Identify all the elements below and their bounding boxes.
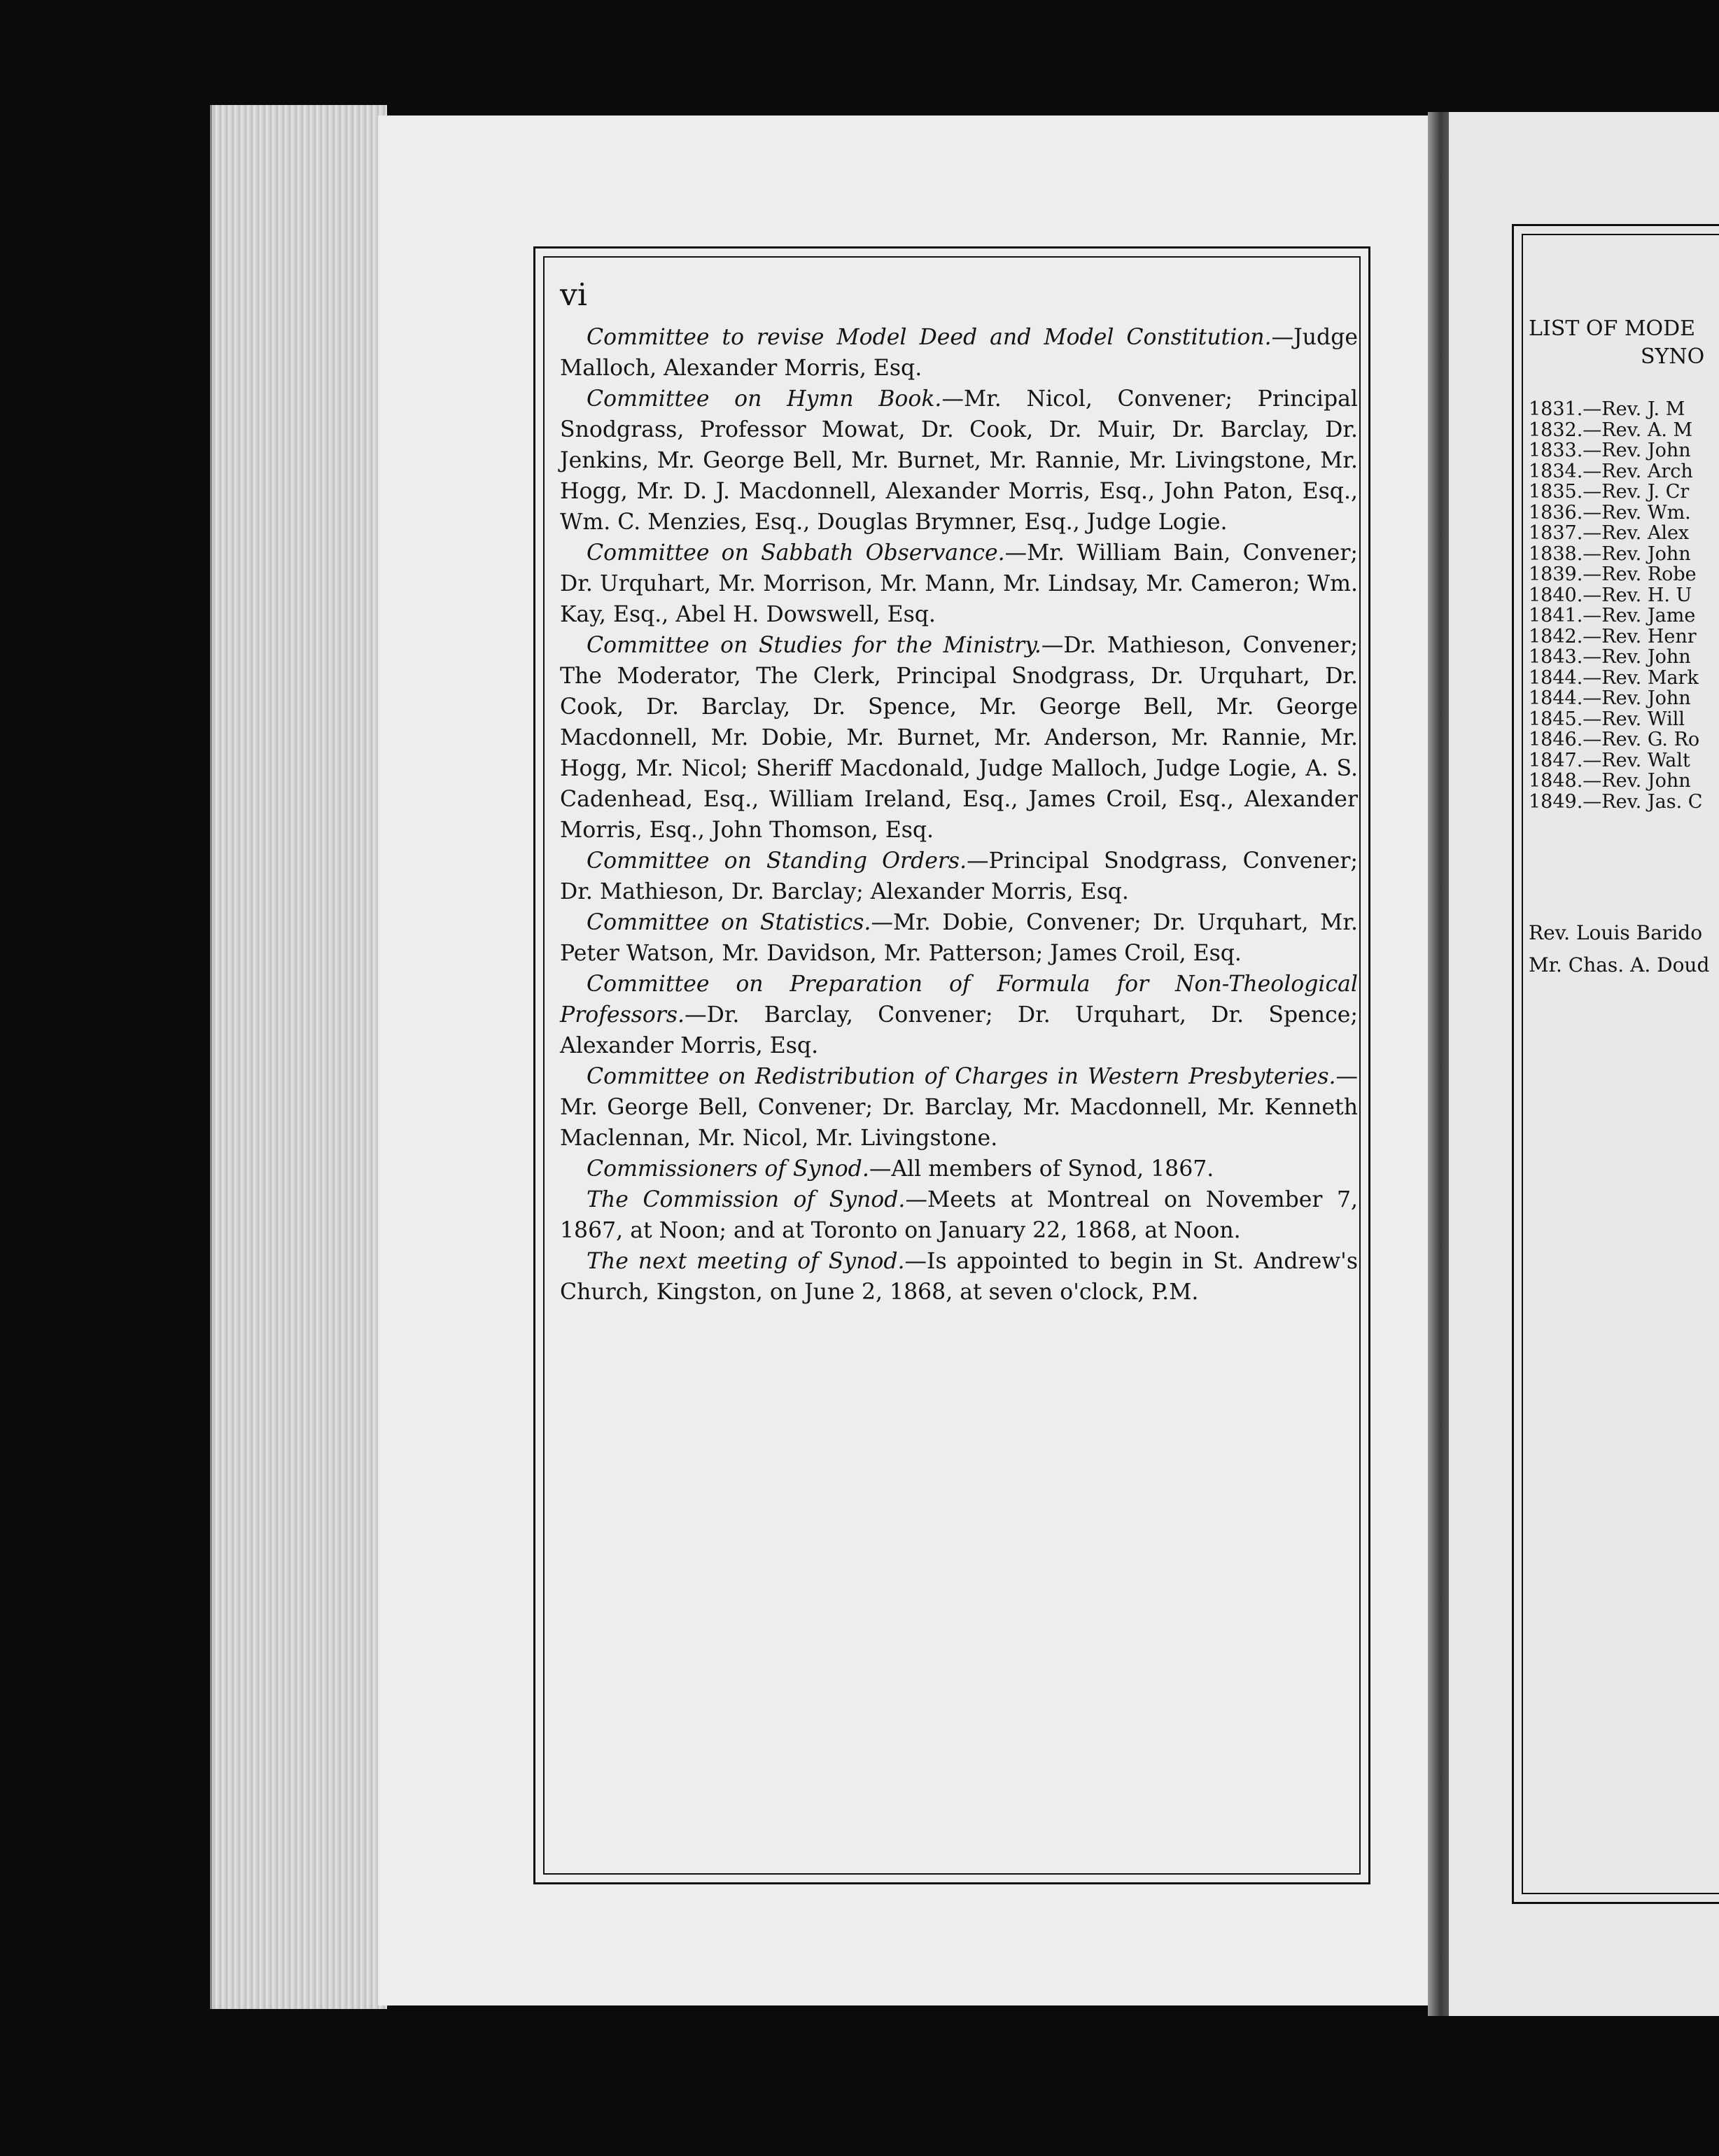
- committee-heading: Committee on Redistribution of Charges in Western Presbyteries.: [587, 1064, 1336, 1089]
- moderator-entry: 1844.—Rev. John: [1529, 687, 1691, 709]
- committee-paragraph: [560, 384, 1358, 538]
- committee-members: —Is appointed to begin in St. Andrew's Church, Kingston, on June 2, 1868, at seven o'clock, P.M.: [560, 1249, 1358, 1305]
- moderator-entry: 1843.—Rev. John: [1529, 646, 1691, 668]
- committee-members: —Mr. George Bell, Convener; Dr. Barclay, Mr. Macdonnell, Mr. Kenneth Maclennan, Mr. Nicol, Mr. Livingstone.: [560, 1064, 1358, 1151]
- committee-members: —Dr. Barclay, Convener; Dr. Urquhart, Dr. Spence; Alexander Morris, Esq.: [560, 1002, 1358, 1058]
- committee-heading: Committee on Studies for the Ministry.: [587, 633, 1041, 658]
- committee-members: —Judge Malloch, Alexander Morris, Esq.: [560, 325, 1358, 381]
- committee-heading: Committee on Preparation of Formula for Non-Theological Professors.: [560, 972, 1358, 1028]
- footer-line: Rev. Louis Barido: [1529, 921, 1703, 944]
- committee-members: —Meets at Montreal on November 7, 1867, at Noon; and at Toronto on January 22, 1868, at Noon.: [560, 1187, 1358, 1243]
- moderator-entry: 1849.—Rev. Jas. C: [1529, 790, 1703, 813]
- committee-heading: Committee on Hymn Book.: [587, 386, 942, 412]
- moderator-entry: 1844.—Rev. Mark: [1529, 666, 1699, 689]
- page-number: vi: [560, 277, 587, 313]
- right-page-subtitle: SYNO: [1641, 344, 1705, 369]
- committee-members: —All members of Synod, 1867.: [869, 1156, 1214, 1182]
- committee-paragraph: [560, 846, 1358, 907]
- committee-heading: Committee on Sabbath Observance.: [587, 540, 1005, 566]
- committee-paragraph: [560, 907, 1358, 969]
- committee-paragraph: [560, 630, 1358, 846]
- committee-paragraph: [560, 1154, 1358, 1184]
- committee-paragraph: [560, 1184, 1358, 1246]
- book-page-edges: [210, 105, 387, 2009]
- right-page-footer: [1529, 917, 1719, 981]
- moderator-entry: 1834.—Rev. Arch: [1529, 460, 1693, 482]
- committee-members: —Dr. Mathieson, Convener; The Moderator, The Clerk, Principal Snodgrass, Dr. Urquhart, Dr. Cook, Dr. Barclay, Dr. Spence, Mr. George Bell, Mr. George Macdonnell, Mr. Dobie, Mr. Burnet, Mr. Anderson, Mr. Rannie, Mr. Hogg, Mr. Nicol; Sheriff Macdonald, Judge Malloch, Judge Logie, A. S. Cadenhead, Esq., William Ireland, Esq., James Croil, Esq., Alexander Morris, Esq., John Thomson, Esq.: [560, 633, 1358, 843]
- committee-heading: Committee to revise Model Deed and Model Constitution.: [587, 325, 1272, 350]
- moderator-entry: 1832.—Rev. A. M: [1529, 419, 1693, 441]
- committee-members: —Mr. Dobie, Convener; Dr. Urquhart, Mr. Peter Watson, Mr. Davidson, Mr. Patterson; James Croil, Esq.: [560, 910, 1359, 966]
- moderators-list: [1529, 399, 1719, 812]
- committee-paragraph: [560, 538, 1358, 630]
- moderator-entry: 1840.—Rev. H. U: [1529, 584, 1692, 606]
- committee-heading: Commissioners of Synod.: [587, 1156, 869, 1182]
- committee-list: [560, 322, 1358, 1308]
- moderator-entry: 1835.—Rev. J. Cr: [1529, 481, 1690, 503]
- moderator-entry: 1846.—Rev. G. Ro: [1529, 729, 1700, 750]
- committee-members: —Mr. Nicol, Convener; Principal Snodgrass, Professor Mowat, Dr. Cook, Dr. Muir, Dr. Barclay, Dr. Jenkins, Mr. George Bell, Mr. Burnet, Mr. Rannie, Mr. Livingstone, Mr. Hogg, Mr. D. J. Macdonnell, Alexander Morris, Esq., John Paton, Esq., Wm. C. Menzies, Esq., Douglas Brymner, Esq., Judge Logie.: [560, 386, 1358, 535]
- committee-heading: The next meeting of Synod.: [587, 1249, 905, 1274]
- moderator-entry: 1847.—Rev. Walt: [1529, 749, 1690, 771]
- committee-paragraph: [560, 969, 1358, 1061]
- moderator-entry: 1831.—Rev. J. M: [1529, 398, 1685, 420]
- left-page-content: [560, 277, 1359, 1308]
- moderator-entry: 1838.—Rev. John: [1529, 542, 1691, 565]
- committee-members: —Mr. William Bain, Convener; Dr. Urquhart, Mr. Morrison, Mr. Mann, Mr. Lindsay, Mr. Cameron; Wm. Kay, Esq., Abel H. Dowswell, Esq.: [560, 540, 1358, 627]
- committee-heading: Committee on Standing Orders.: [587, 848, 967, 874]
- committee-heading: Committee on Statistics.: [587, 910, 871, 935]
- committee-paragraph: [560, 1061, 1358, 1154]
- committee-paragraph: [560, 1246, 1358, 1308]
- committee-paragraph: [560, 322, 1358, 384]
- committee-members: —Principal Snodgrass, Convener; Dr. Mathieson, Dr. Barclay; Alexander Morris, Esq.: [560, 848, 1358, 904]
- moderator-entry: 1837.—Rev. Alex: [1529, 522, 1690, 544]
- moderator-entry: 1836.—Rev. Wm.: [1529, 501, 1691, 524]
- moderator-entry: 1833.—Rev. John: [1529, 440, 1691, 461]
- moderator-entry: 1848.—Rev. John: [1529, 770, 1691, 792]
- right-page-title: LIST OF MODE: [1529, 316, 1696, 341]
- moderator-entry: 1842.—Rev. Henr: [1529, 625, 1697, 648]
- moderator-entry: 1839.—Rev. Robe: [1529, 564, 1697, 585]
- moderator-entry: 1845.—Rev. Will: [1529, 708, 1685, 730]
- footer-line: Mr. Chas. A. Doud: [1529, 953, 1710, 976]
- right-page-content: [1529, 315, 1719, 981]
- committee-heading: The Commission of Synod.: [587, 1187, 906, 1212]
- moderator-entry: 1841.—Rev. Jame: [1529, 605, 1696, 626]
